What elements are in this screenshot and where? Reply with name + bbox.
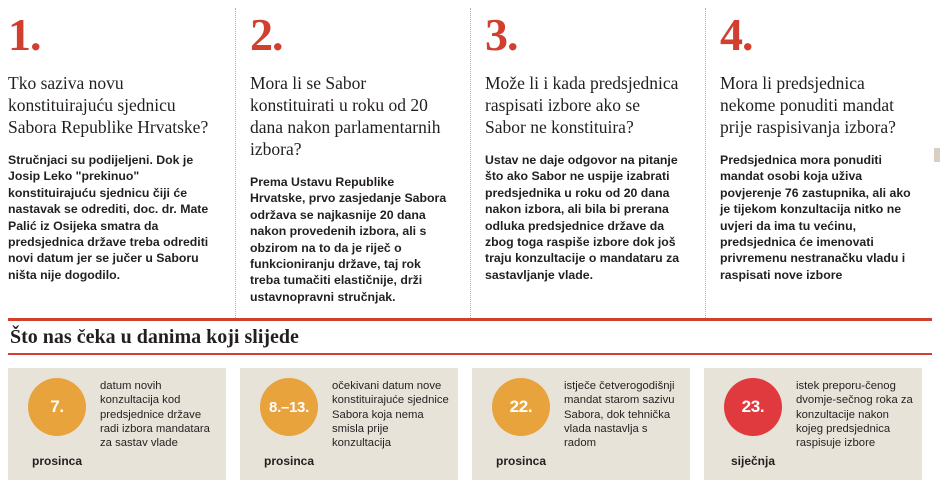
question-card-2	[235, 8, 470, 318]
timeline-card	[8, 368, 226, 480]
question-number: 3.	[485, 9, 518, 60]
question-text: Tko saziva novu konstituirajuću sjednicu Sabora Republike Hrvatske?	[8, 73, 209, 137]
timeline-card	[240, 368, 458, 480]
month-label: prosinca	[495, 454, 546, 468]
day-badge: 22.	[492, 378, 550, 436]
question-text: Mora li predsjednica nekome ponuditi mandat prije raspisivanja izbora?	[720, 73, 896, 137]
timeline-description: očekivani datum nove konstituirajuće sjednice Sabora koja nema smisla prije konzultacija	[332, 380, 449, 450]
question-card-3	[470, 8, 705, 318]
timeline-card	[472, 368, 690, 480]
answer-text: Stručnjaci su podijeljeni. Dok je Josip Leko "prekinuo" konstituirajuću sjednicu čiji će nastavak se odrediti, doc. dr. Mate Palić iz Osijeka smatra da predsjednica države treba odrediti novi datum jer se jučer u Saboru ništa nije dogodilo.	[8, 153, 209, 282]
question-card-1	[0, 8, 235, 318]
day-badge: 7.	[28, 378, 86, 436]
month-label: prosinca	[263, 454, 314, 468]
day-badge: 23.	[724, 378, 782, 436]
month-label: siječnja	[730, 454, 776, 468]
timeline-badge-group	[482, 378, 560, 472]
timeline-row	[8, 368, 922, 480]
question-number: 2.	[250, 9, 283, 60]
question-number: 1.	[8, 9, 41, 60]
timeline-badge-group	[250, 378, 328, 472]
timeline-card	[704, 368, 922, 480]
answer-text: Predsjednica mora ponuditi mandat osobi koja uživa povjerenje 76 zastupnika, ali ako je tijekom konzultacija nitko ne uvjeri da ima tu većinu, predsjednica će imenovati privremenu nestranačku vladu i raspisati nove izbore	[720, 153, 911, 282]
answer-text: Ustav ne daje odgovor na pitanje što ako Sabor ne uspije izabrati predsjednika u roku od 20 dana nakon izbora, ali bila bi prerana odluka predsjednice države da zbog toga raspiše izbore dok još traju konzultacije o mandataru za sastavljanje vlade.	[485, 153, 680, 282]
timeline-description: datum novih konzultacija kod predsjednice države radi izbora mandatara za sastav vlade	[100, 380, 210, 450]
page-edge-mark	[934, 148, 940, 162]
question-number: 4.	[720, 9, 753, 60]
day-badge: 8.–13.	[260, 378, 318, 436]
timeline-badge-group	[714, 378, 792, 472]
timeline-description: istek preporu-čenog dvomje-sečnog roka za konzultacije nakon kojeg predsjednica raspisuje izbore	[796, 380, 913, 450]
section-header	[8, 318, 932, 356]
question-text: Mora li se Sabor konstituirati u roku od 20 dana nakon parlamentarnih izbora?	[250, 73, 441, 159]
timeline-description: istječe četverogodišnji mandat starom sazivu Sabora, dok tehnička vlada nastavlja s radom	[564, 380, 675, 450]
question-text: Može li i kada predsjednica raspisati izbore ako se Sabor ne konstituira?	[485, 73, 679, 137]
timeline-badge-group	[18, 378, 96, 472]
answer-text: Prema Ustavu Republike Hrvatske, prvo zasjedanje Sabora održava se najkasnije 20 dana nakon provedenih izbora, ali s obzirom na to da je riječ o funkcioniranju države, taj rok treba tumačiti elastičnije, drži ustavnopravni stručnjak.	[250, 175, 447, 304]
section-title: Što nas čeka u danima koji slijede	[10, 326, 299, 348]
question-card-4	[705, 8, 940, 318]
divider-bottom	[8, 353, 932, 355]
month-label: prosinca	[31, 454, 82, 468]
